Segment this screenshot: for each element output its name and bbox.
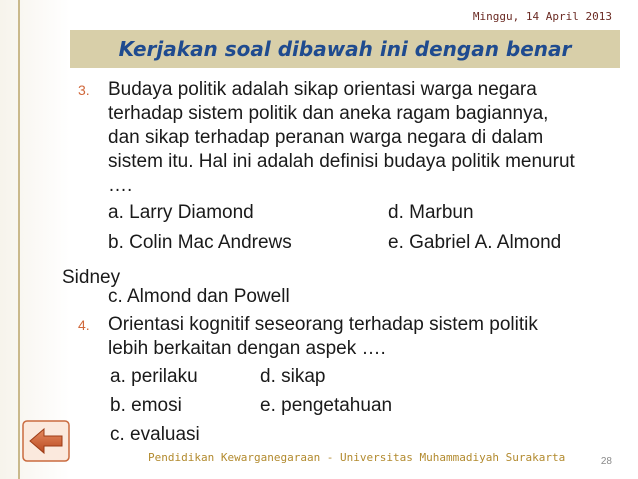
page-number: 28 [600,456,612,467]
option-b: b. Colin Mac Andrews [108,232,292,253]
question-line: Budaya politik adalah sikap orientasi warga negara [108,79,537,100]
slide-footer: Pendidikan Kewarganegaraan - Universitas Muhammadiyah Surakarta [148,451,566,464]
question-line: lebih berkaitan dengan aspek …. [108,338,386,359]
options-row [108,201,618,225]
options-row [108,231,618,255]
question-number: 3. [78,82,90,98]
option-e: e. Gabriel A. Almond [388,232,562,253]
option-c: c. Almond dan Powell [108,286,290,307]
options-block [110,365,618,447]
options-row [110,423,618,447]
options-row [110,394,618,418]
spacer [108,255,618,279]
option-e: e. pengetahuan [260,395,393,416]
question-line: …. [108,175,133,196]
slide-title: Kerjakan soal dibawah ini dengan benar [118,37,572,61]
slide-content [78,78,618,447]
slide-date: Minggu, 14 April 2013 [472,10,612,23]
option-d: d. sikap [260,366,326,387]
option-wrap-text: Sidney [62,267,121,288]
back-button[interactable] [22,420,70,462]
title-bar [70,30,620,68]
question-number: 4. [78,317,90,333]
option-a: a. perilaku [110,366,198,387]
question-4 [78,313,618,447]
question-line: terhadap sistem politik dan aneka ragam bagiannya, [108,103,549,124]
question-line: Orientasi kognitif seseorang terhadap sistem politik [108,314,538,335]
question-3 [78,78,618,309]
option-d: d. Marbun [388,202,474,223]
option-c: c. evaluasi [110,424,200,445]
left-arrow-icon [22,420,70,462]
option-b: b. emosi [110,395,182,416]
options-row [110,365,618,389]
question-line: dan sikap terhadap peranan warga negara di dalam [108,127,544,148]
question-line: sistem itu. Hal ini adalah definisi budaya politik menurut [108,151,575,172]
option-a: a. Larry Diamond [108,202,254,223]
